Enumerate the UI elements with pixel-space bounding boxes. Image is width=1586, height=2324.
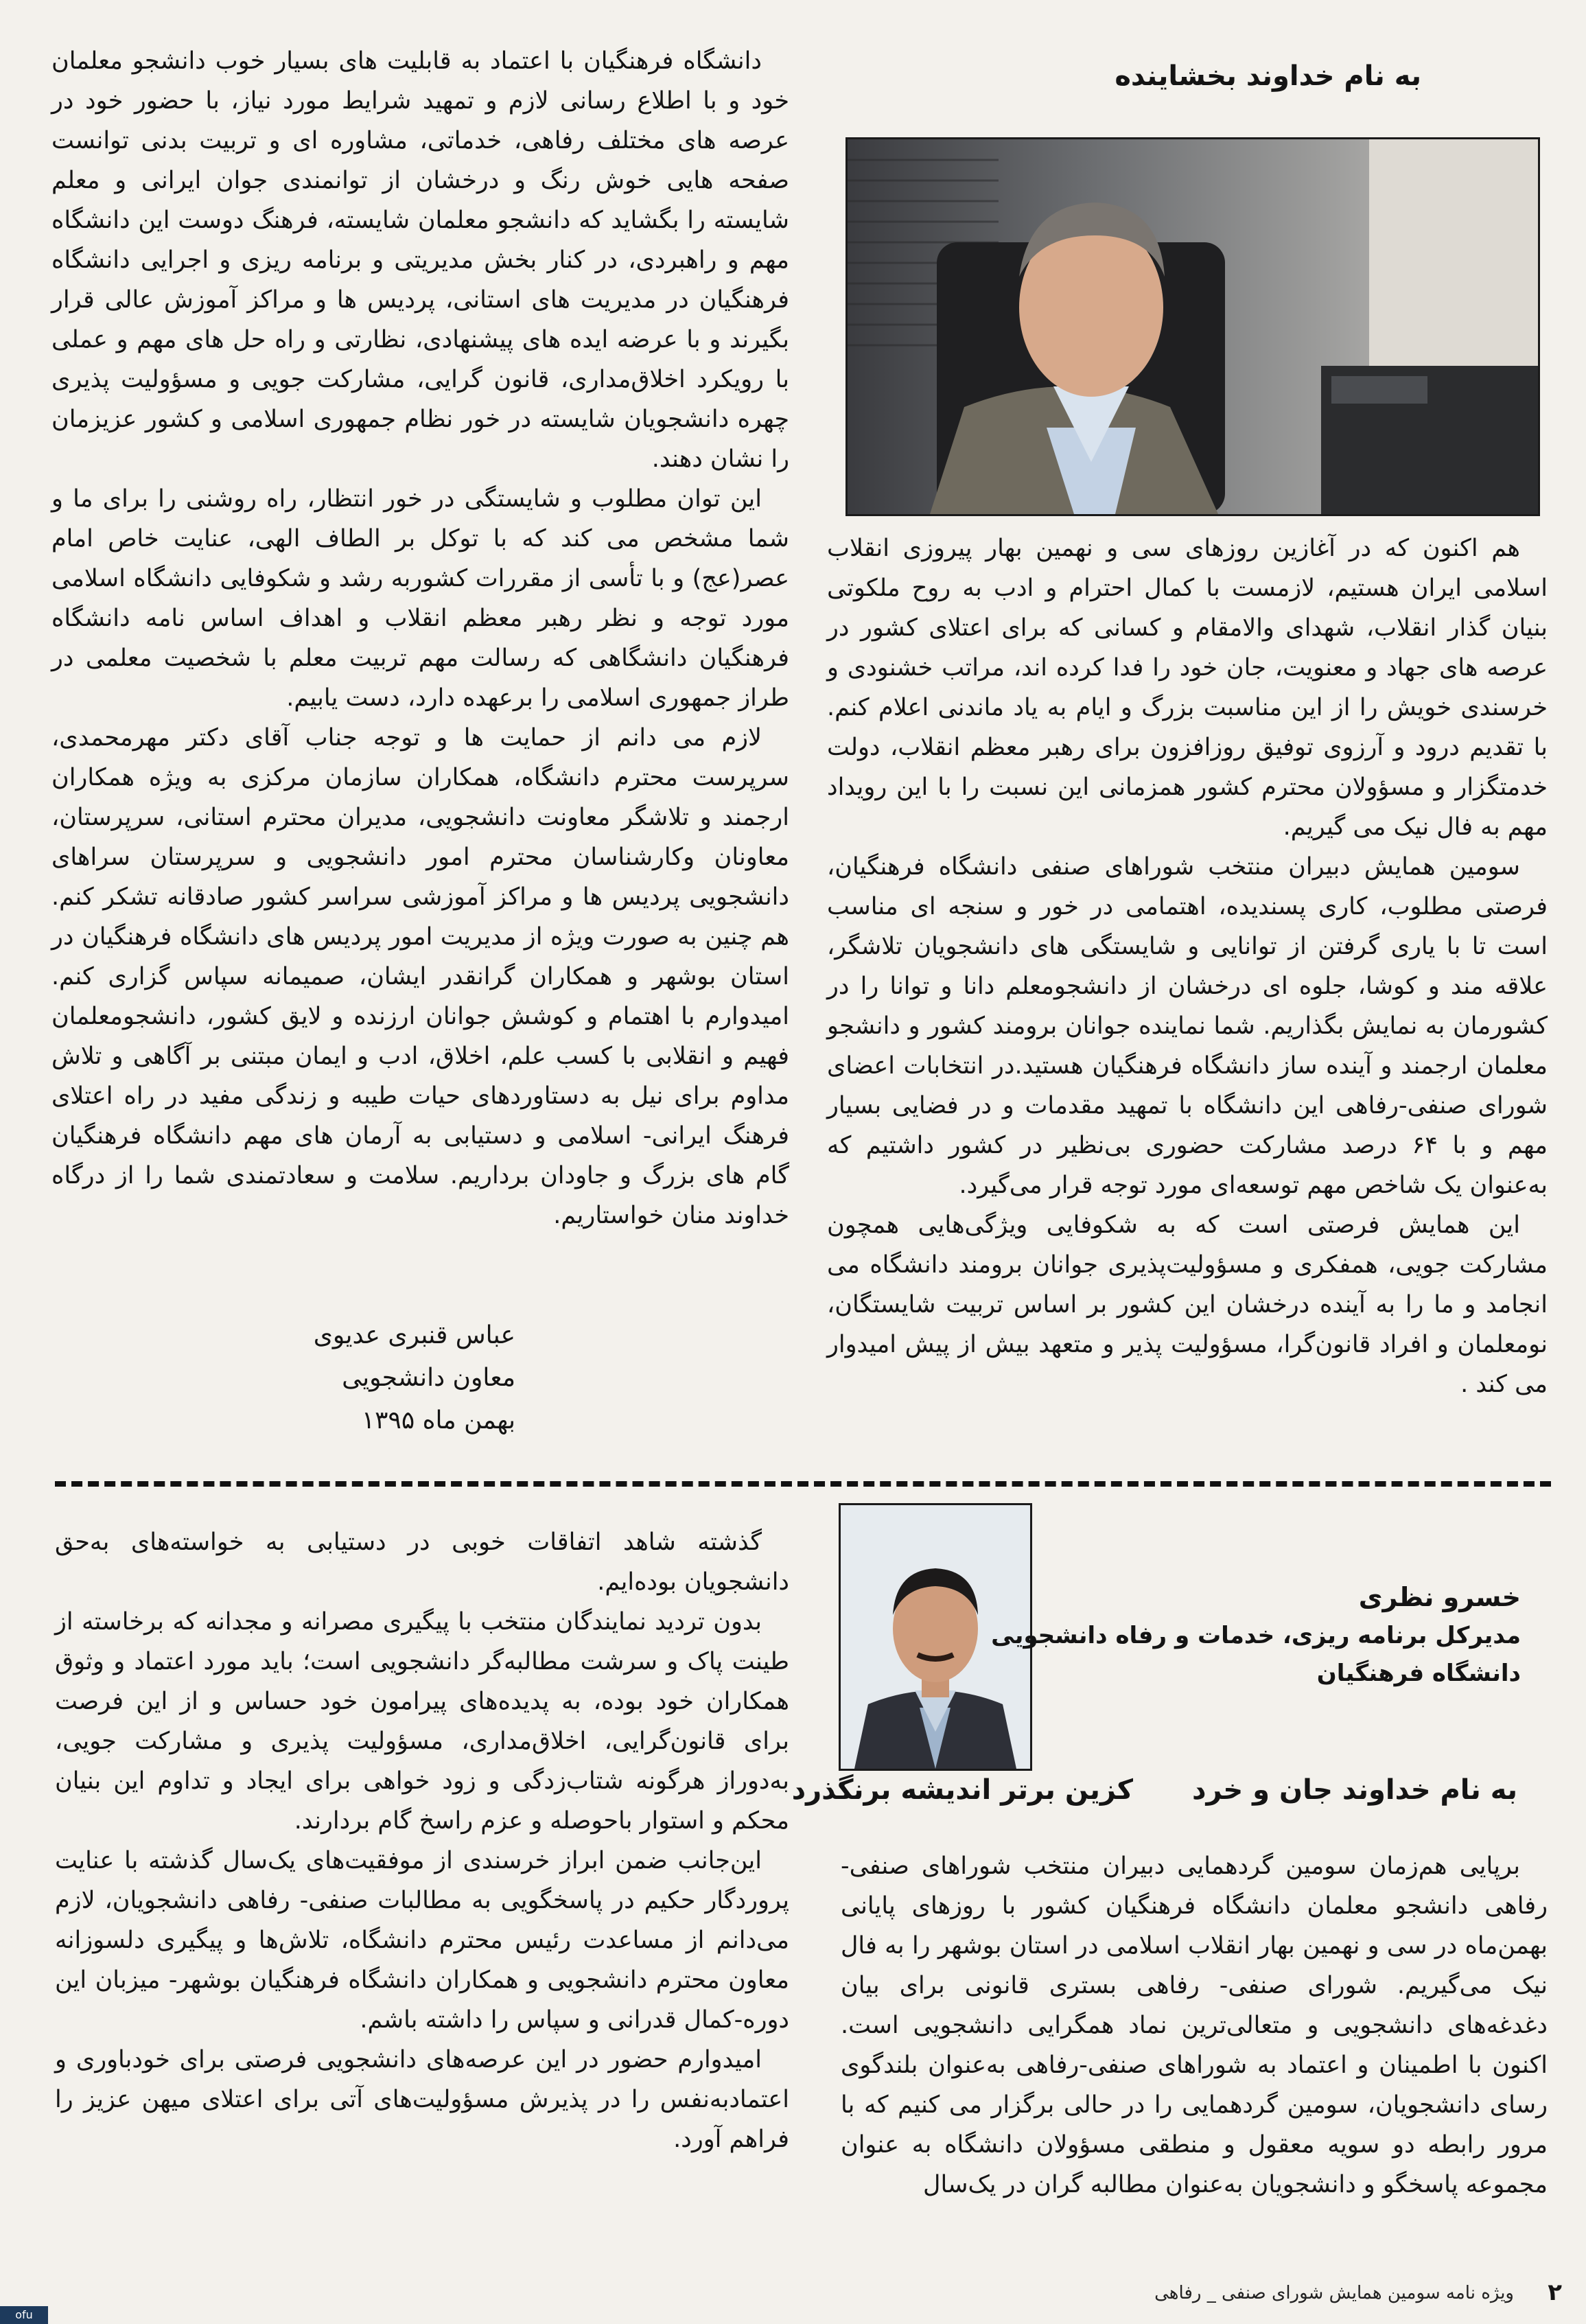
article2-left-paragraph: این‌جانب ضمن ابراز خرسندی از موفقیت‌های یک‌سال گذشته با عنایت پروردگار حکیم در پاسخگویی به مطالبات صنفی- رفاهی دانشجویان، لازم می‌دانم از مساعدت رئیس محترم دانشگاه، تلاش‌ها و پیگیری دلسوزانه معاون محترم دانشجویی و همکاران دانشگاه فرهنگیان بوشهر- میزبان این دوره-کمال قدرانی و سپاس را داشته باشم.: [55, 1847, 789, 2034]
article2-right-paragraph: برپایی هم‌زمان سومین گردهمایی دبیران منتخب شوراهای صنفی-رفاهی دانشجو معلمان دانشگاه فرهنگیان کشور با روزهای پایانی بهمن‌ماه در سی و نهمین بهار انقلاب اسلامی در استان بوشهر را به فال نیک می‌گیریم. شورای صنفی- رفاهی بستری قانونی برای بیان دغدغه‌های دانشجویی و متعالی‌ترین نماد همگرایی دانشجویی است. اکنون با اطمینان و اعتماد به شوراهای صنفی-رفاهی به‌عنوان بلندگوی رسای دانشجویان، سومین گردهمایی را در حالی برگزار می کنیم که با مرور رابطه دو سویه معقول و منطقی مسؤولان دانشگاه به عنوان مجموعه پاسخگو و دانشجویان به‌عنوان مطالبه گران در یک‌سال: [841, 1852, 1548, 2198]
article1-right-paragraph: این همایش فرصتی است که به شکوفایی ویژگی‌هایی همچون مشارکت جویی، همفکری و مسؤولیت‌پذیری جوانان برومند دانشگاه می انجامد و ما را به آینده درخشان این کشور بر اساس تربیت شایستگان، نومعلمان و افراد قانون‌گرا، مسؤولیت پذیر و متعهد بیش از پیش امیدوار می کند .: [827, 1211, 1548, 1398]
article2-right-column: [841, 1846, 1548, 2205]
article1-left-column: [51, 41, 789, 1235]
portrait-photo-deputy: [846, 137, 1540, 516]
watermark-logo: ofu: [0, 2306, 48, 2324]
article2-author-name: خسرو نظری: [1358, 1582, 1521, 1612]
article2-left-paragraph: بدون تردید نمایندگان منتخب با پیگیری مصرانه و مجدانه که برخاسته از طینت پاک و سرشت مطالبه‌گر دانشجویی است؛ باید مورد اعتماد و وثوق همکاران خود بوده، به پدیده‌های پیرامون خود حساس و از این فرصت برای قانون‌گرایی، اخلاق‌مداری، مسؤولیت پذیری و مشارکت جویی، به‌دوراز هرگونه شتاب‌زدگی و زود خواهی برای ایجاد و تداوم این بنیان محکم و استوار باحوصله و عزم راسخ گام بردارند.: [55, 1608, 789, 1835]
article2-author-institution: دانشگاه فرهنگیان: [1316, 1660, 1521, 1687]
article1-right-paragraph: سومین همایش دبیران منتخب شوراهای صنفی دانشگاه فرهنگیان، فرصتی مطلوب، کاری پسندیده، اهتمامی در خور و سنجه ای مناسب است تا با یاری گرفتن از توانایی و شایستگی های دانشجویان تلاشگر، علاقه مند و کوشا، جلوه ای درخشان از دانشجومعلم دانا و توانا را در کشورمان به نمایش بگذاریم. شما نماینده جوانان برومند کشور و دانشجو معلمان ارجمند و آینده ساز دانشگاه فرهنگیان هستید.در انتخابات اعضای شورای صنفی-رفاهی این دانشگاه با تمهید مقدمات و در فضایی بسیار مهم و با ۶۴ درصد مشارکت حضوری بی‌نظیر در کشور داشتیم که به‌عنوان یک شاخص مهم توسعه‌ای مورد توجه قرار می‌گیرد.: [827, 853, 1548, 1199]
signature-date: بهمن ماه ۱۳۹۵: [361, 1406, 515, 1434]
article2-left-paragraph: امیدوارم حضور در این عرصه‌های دانشجویی فرصتی برای خودباوری و اعتمادبه‌نفس را در پذیرش مسؤولیت‌های آتی برای اعتلای میهن عزیز را فراهم آورد.: [55, 2046, 789, 2153]
signature-name: عباس قنبری عدیوی: [313, 1321, 515, 1349]
article2-left-column: [55, 1522, 789, 2159]
page-number: ۲: [1548, 2279, 1562, 2306]
article2-heading-verse: کزین برتر اندیشه برنگذرد: [791, 1774, 1133, 1806]
article1-right-column: [827, 528, 1548, 1404]
article1-left-paragraph: لازم می دانم از حمایت ها و توجه جناب آقای دکتر مهرمحمدی، سرپرست محترم دانشگاه، همکاران سازمان مرکزی به ویژه همکاران ارجمند و تلاشگر معاونت دانشجویی، مدیران محترم استانی، سرپرستان، معاونان وکارشناسان محترم امور دانشجویی و سرپرستان سراهای دانشجویی پردیس ها و مراکز آموزشی سراسر کشور صادقانه تشکر کنم. هم چنین به صورت ویژه از مدیریت امور پردیس های دانشگاه فرهنگیان در استان بوشهر و همکاران گرانقدر ایشان، صمیمانه سپاس گزاری کنم. امیدوارم با اهتمام و کوشش جوانان ارزنده و لایق کشور، دانشجومعلمان فهیم و انقلابی با کسب علم، اخلاق، ادب و ایمان مبتنی بر آگاهی و تلاش مداوم برای نیل به دستاوردهای حیات طیبه و زندگی مفید در راه اعتلای فرهنگ ایرانی- اسلامی و دستیابی به آرمان های مهم دانشگاه فرهنگیان گام های بزرگ و جاودان برداریم. سلامت و سعادتمندی شما را از درگاه خداوند منان خواستاریم.: [51, 724, 789, 1229]
article1-signature: [207, 1314, 515, 1442]
article1-right-paragraph: هم اکنون که در آغازین روزهای سی و نهمین بهار پیروزی انقلاب اسلامی ایران هستیم، لازمست با کمال احترام و ادب به روح ملکوتی بنیان گذار انقلاب، شهدای والامقام و کسانی که برای اعتلای کشور در عرصه های جهاد و معنویت، جان خود را فدا کرده اند، مراتب خشنودی و خرسندی خویش را از این مناسبت بزرگ و ایام به یاد ماندنی اعلام کنم. با تقدیم درود و آرزوی توفیق روزافزون برای رهبر معظم انقلاب، دولت خدمتگزار و مسؤولان محترم کشور همزمانی این نسبت را با این رویداد مهم به فال نیک می گیریم.: [827, 535, 1548, 841]
article2-left-paragraph: گذشته شاهد اتفاقات خوبی در دستیابی به خواسته‌های به‌حق دانشجویان بوده‌ایم.: [55, 1529, 789, 1596]
article1-heading: به نام خداوند بخشاینده: [1115, 60, 1421, 92]
portrait-photo-graphic: [848, 139, 1538, 514]
article1-left-paragraph: این توان مطلوب و شایستگی در خور انتظار، راه روشنی را برای ما و شما مشخص می کند که با توکل بر الطاف الهی، عنایت خاص امام عصر(عج) و با تأسی از مقررات کشوربه رشد و شکوفایی دانشگاه اسلامی مورد توجه و نظر رهبر معظم انقلاب و اهداف اساس نامه دانشگاه فرهنگیان دانشگاهی که رسالت مهم تربیت معلم با شخصیت معلمی در طراز جمهوری اسلامی را برعهده دارد، دست یابیم.: [51, 485, 789, 712]
signature-title: معاون دانشجویی: [342, 1364, 515, 1392]
article2-heading: به نام خداوند جان و خرد: [1192, 1774, 1517, 1806]
section-divider: [55, 1481, 1551, 1487]
article1-left-paragraph: دانشگاه فرهنگیان با اعتماد به قابلیت های بسیار خوب دانشجو معلمان خود و با اطلاع رسانی لازم و تمهید شرایط مورد نیاز، با حضور خود در عرصه های مختلف رفاهی، خدماتی، مشاوره ای و تربیت بدنی توانست صفحه هایی خوش رنگ و درخشان از توانمندی جوان ایرانی و معلم شایسته را بگشاید که دانشجو معلمان شایسته، فرهنگ دوست این دانشگاه مهم و راهبردی، در کنار بخش مدیریتی و برنامه ریزی و اجرایی دانشگاه فرهنگیان در مدیریت های استانی، پردیس ها و مراکز آموزش عالی قرار بگیرند و با عرضه ایده های پیشنهادی، نظارتی و راه حل های مهم و عملی با رویکرد اخلاق‌مداری، قانون گرایی، مشارکت جویی و مسؤولیت پذیری چهره دانشجویان شایسته در خور نظام جمهوری اسلامی و کشور عزیزمان را نشان دهند.: [51, 47, 789, 473]
footer-caption: ویژه نامه سومین همایش شورای صنفی _ رفاهی: [1154, 2283, 1514, 2303]
article2-author-title: مدیرکل برنامه ریزی، خدمات و رفاه دانشجویی: [991, 1622, 1521, 1649]
